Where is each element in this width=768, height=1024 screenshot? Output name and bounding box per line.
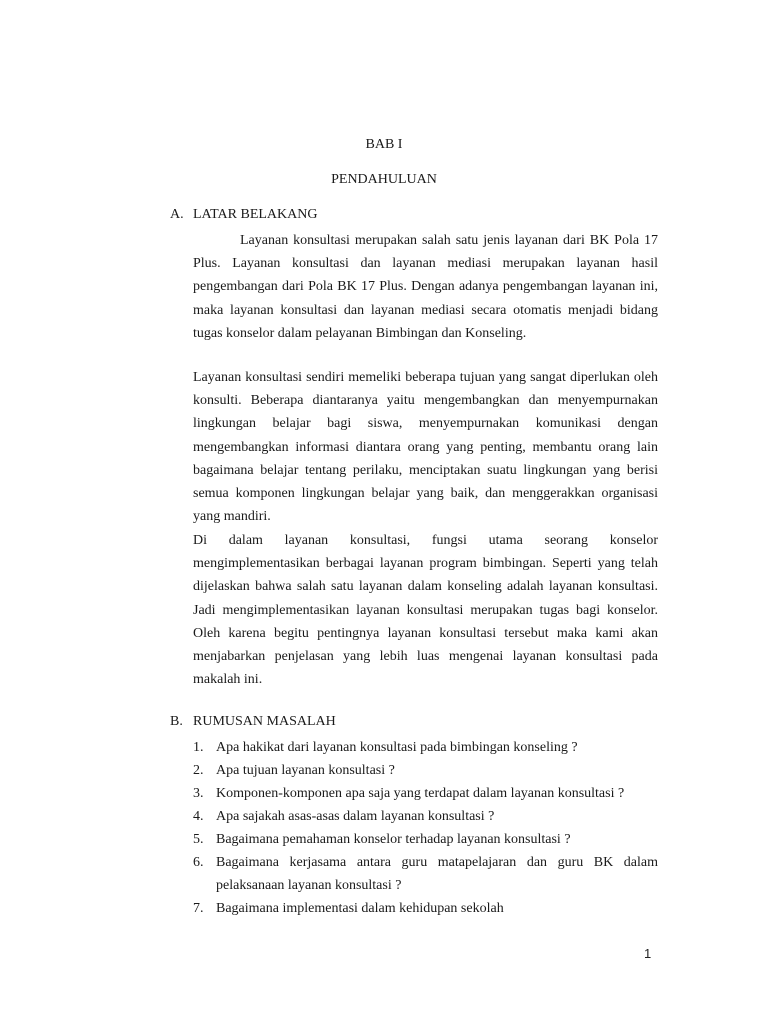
section-a-marker: A. (170, 207, 184, 222)
list-item (193, 759, 658, 782)
section-a-heading: LATAR BELAKANG (193, 207, 318, 222)
list-item-number: 7. (193, 901, 204, 916)
page-number: 1 (644, 946, 652, 961)
chapter-label: BAB I (365, 137, 403, 152)
list-item (193, 897, 658, 920)
list-item-number: 3. (193, 786, 204, 801)
list-item-number: 1. (193, 740, 204, 755)
paragraph-3: Di dalam layanan konsultasi, fungsi utama seorang konselor mengimplementasikan berbagai layanan program bimbingan. Seperti yang telah dijelaskan bahwa salah satu layanan dalam konseling adalah layanan konsultasi. Jadi mengimplementasikan layanan konsultasi merupakan tugas bagi konselor. Oleh karena begitu pentingnya layanan konsultasi tersebut maka kami akan menjabarkan penjelasan yang lebih luas mengenai layanan konsultasi pada makalah ini. (193, 533, 658, 688)
list-item-text: Bagaimana pemahaman konselor terhadap layanan konsultasi ? (216, 832, 571, 847)
list-item-number: 5. (193, 832, 204, 847)
list-item (193, 805, 658, 828)
list-item (193, 782, 658, 805)
list-item-text: Bagaimana kerjasama antara guru matapelajaran dan guru BK dalam pelaksanaan layanan konsultasi ? (216, 855, 658, 893)
list-item (193, 851, 658, 897)
list-item-text: Apa sajakah asas-asas dalam layanan konsultasi ? (216, 809, 495, 824)
chapter-title: PENDAHULUAN (331, 172, 437, 187)
list-item-number: 6. (193, 855, 204, 870)
list-item-number: 2. (193, 763, 204, 778)
section-b-heading: RUMUSAN MASALAH (193, 714, 336, 729)
paragraph-2: Layanan konsultasi sendiri memeliki beberapa tujuan yang sangat diperlukan oleh konsulti. Beberapa diantaranya yaitu mengembangkan dan menyempurnakan lingkungan belajar bagi siswa, menyempurnakan komunikasi dengan mengembangkan informasi diantara orang yang penting, membantu orang lain bagaimana belajar tentang perilaku, menciptakan suatu lingkungan yang berisi semua komponen lingkungan belajar yang baik, dan menggerakkan organisasi yang mandiri. (193, 370, 658, 525)
list-item-text: Apa hakikat dari layanan konsultasi pada bimbingan konseling ? (216, 740, 578, 755)
list-item-text: Apa tujuan layanan konsultasi ? (216, 763, 395, 778)
problem-list (193, 736, 658, 920)
list-item-number: 4. (193, 809, 204, 824)
list-item (193, 828, 658, 851)
list-item (193, 736, 658, 759)
list-item-text: Bagaimana implementasi dalam kehidupan sekolah (216, 901, 504, 916)
list-item-text: Komponen-komponen apa saja yang terdapat dalam layanan konsultasi ? (216, 786, 625, 801)
section-b-marker: B. (170, 714, 183, 729)
paragraph-1: Layanan konsultasi merupakan salah satu jenis layanan dari BK Pola 17 Plus. Layanan konsultasi dan layanan mediasi merupakan layanan hasil pengembangan dari Pola BK 17 Plus. Dengan adanya pengembangan layanan ini, maka layanan konsultasi dan layanan mediasi secara otomatis menjadi bidang tugas konselor dalam pelayanan Bimbingan dan Konseling. (193, 233, 658, 341)
